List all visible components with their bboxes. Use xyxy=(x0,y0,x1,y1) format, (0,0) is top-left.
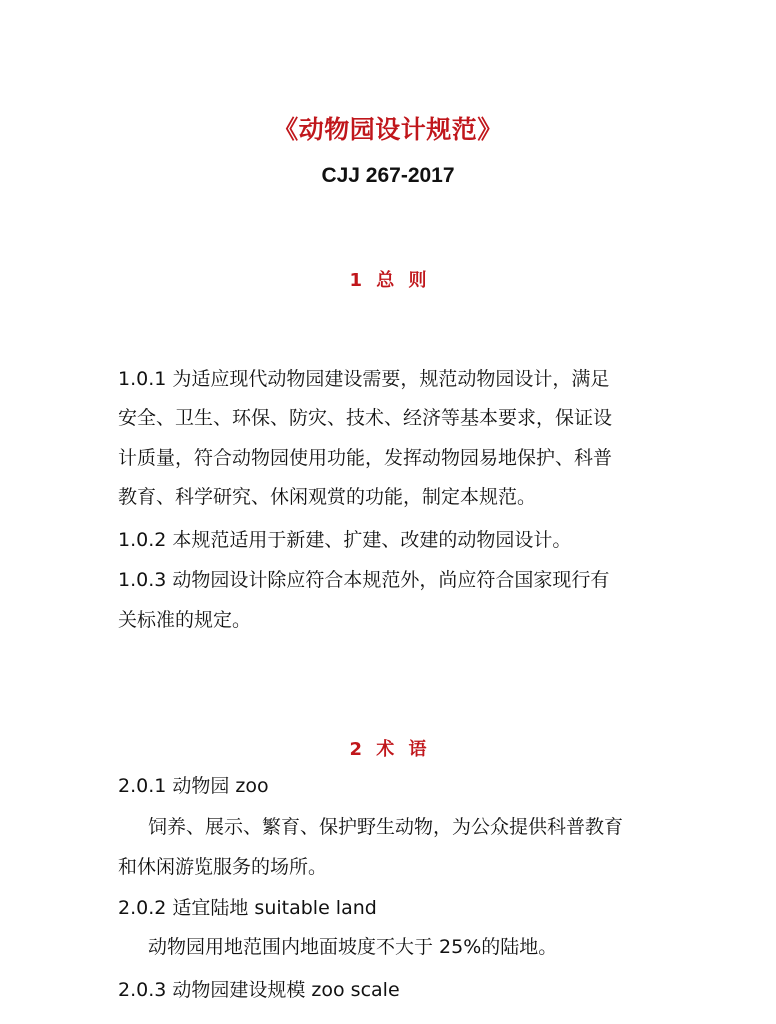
section-heading-terms: 2 术 语 xyxy=(349,739,427,760)
paragraph-line: 关标准的规定。 xyxy=(118,609,252,631)
term-entry: 2.0.2 适宜陆地 suitable land xyxy=(118,897,377,919)
document-title: 《动物园设计规范》 xyxy=(273,115,503,144)
paragraph-line: 1.0.3 动物园设计除应符合本规范外，尚应符合国家现行有 xyxy=(118,569,610,591)
term-definition-line: 动物园用地范围内地面坡度不大于 25%的陆地。 xyxy=(148,936,558,958)
paragraph-line: 1.0.1 为适应现代动物园建设需要，规范动物园设计，满足 xyxy=(118,368,610,390)
term-entry: 2.0.1 动物园 zoo xyxy=(118,775,269,797)
standard-code: CJJ 267-2017 xyxy=(321,164,455,187)
term-entry: 2.0.3 动物园建设规模 zoo scale xyxy=(118,979,400,1001)
section-heading-general: 1 总 则 xyxy=(349,270,427,291)
paragraph-line: 安全、卫生、环保、防灾、技术、经济等基本要求，保证设 xyxy=(118,407,613,429)
paragraph-line: 计质量，符合动物园使用功能，发挥动物园易地保护、科普 xyxy=(118,447,613,469)
term-definition-line: 和休闲游览服务的场所。 xyxy=(118,856,328,878)
paragraph-line: 1.0.2 本规范适用于新建、扩建、改建的动物园设计。 xyxy=(118,529,572,551)
term-definition-line: 饲养、展示、繁育、保护野生动物，为公众提供科普教育 xyxy=(148,816,624,838)
paragraph-line: 教育、科学研究、休闲观赏的功能，制定本规范。 xyxy=(118,486,537,508)
